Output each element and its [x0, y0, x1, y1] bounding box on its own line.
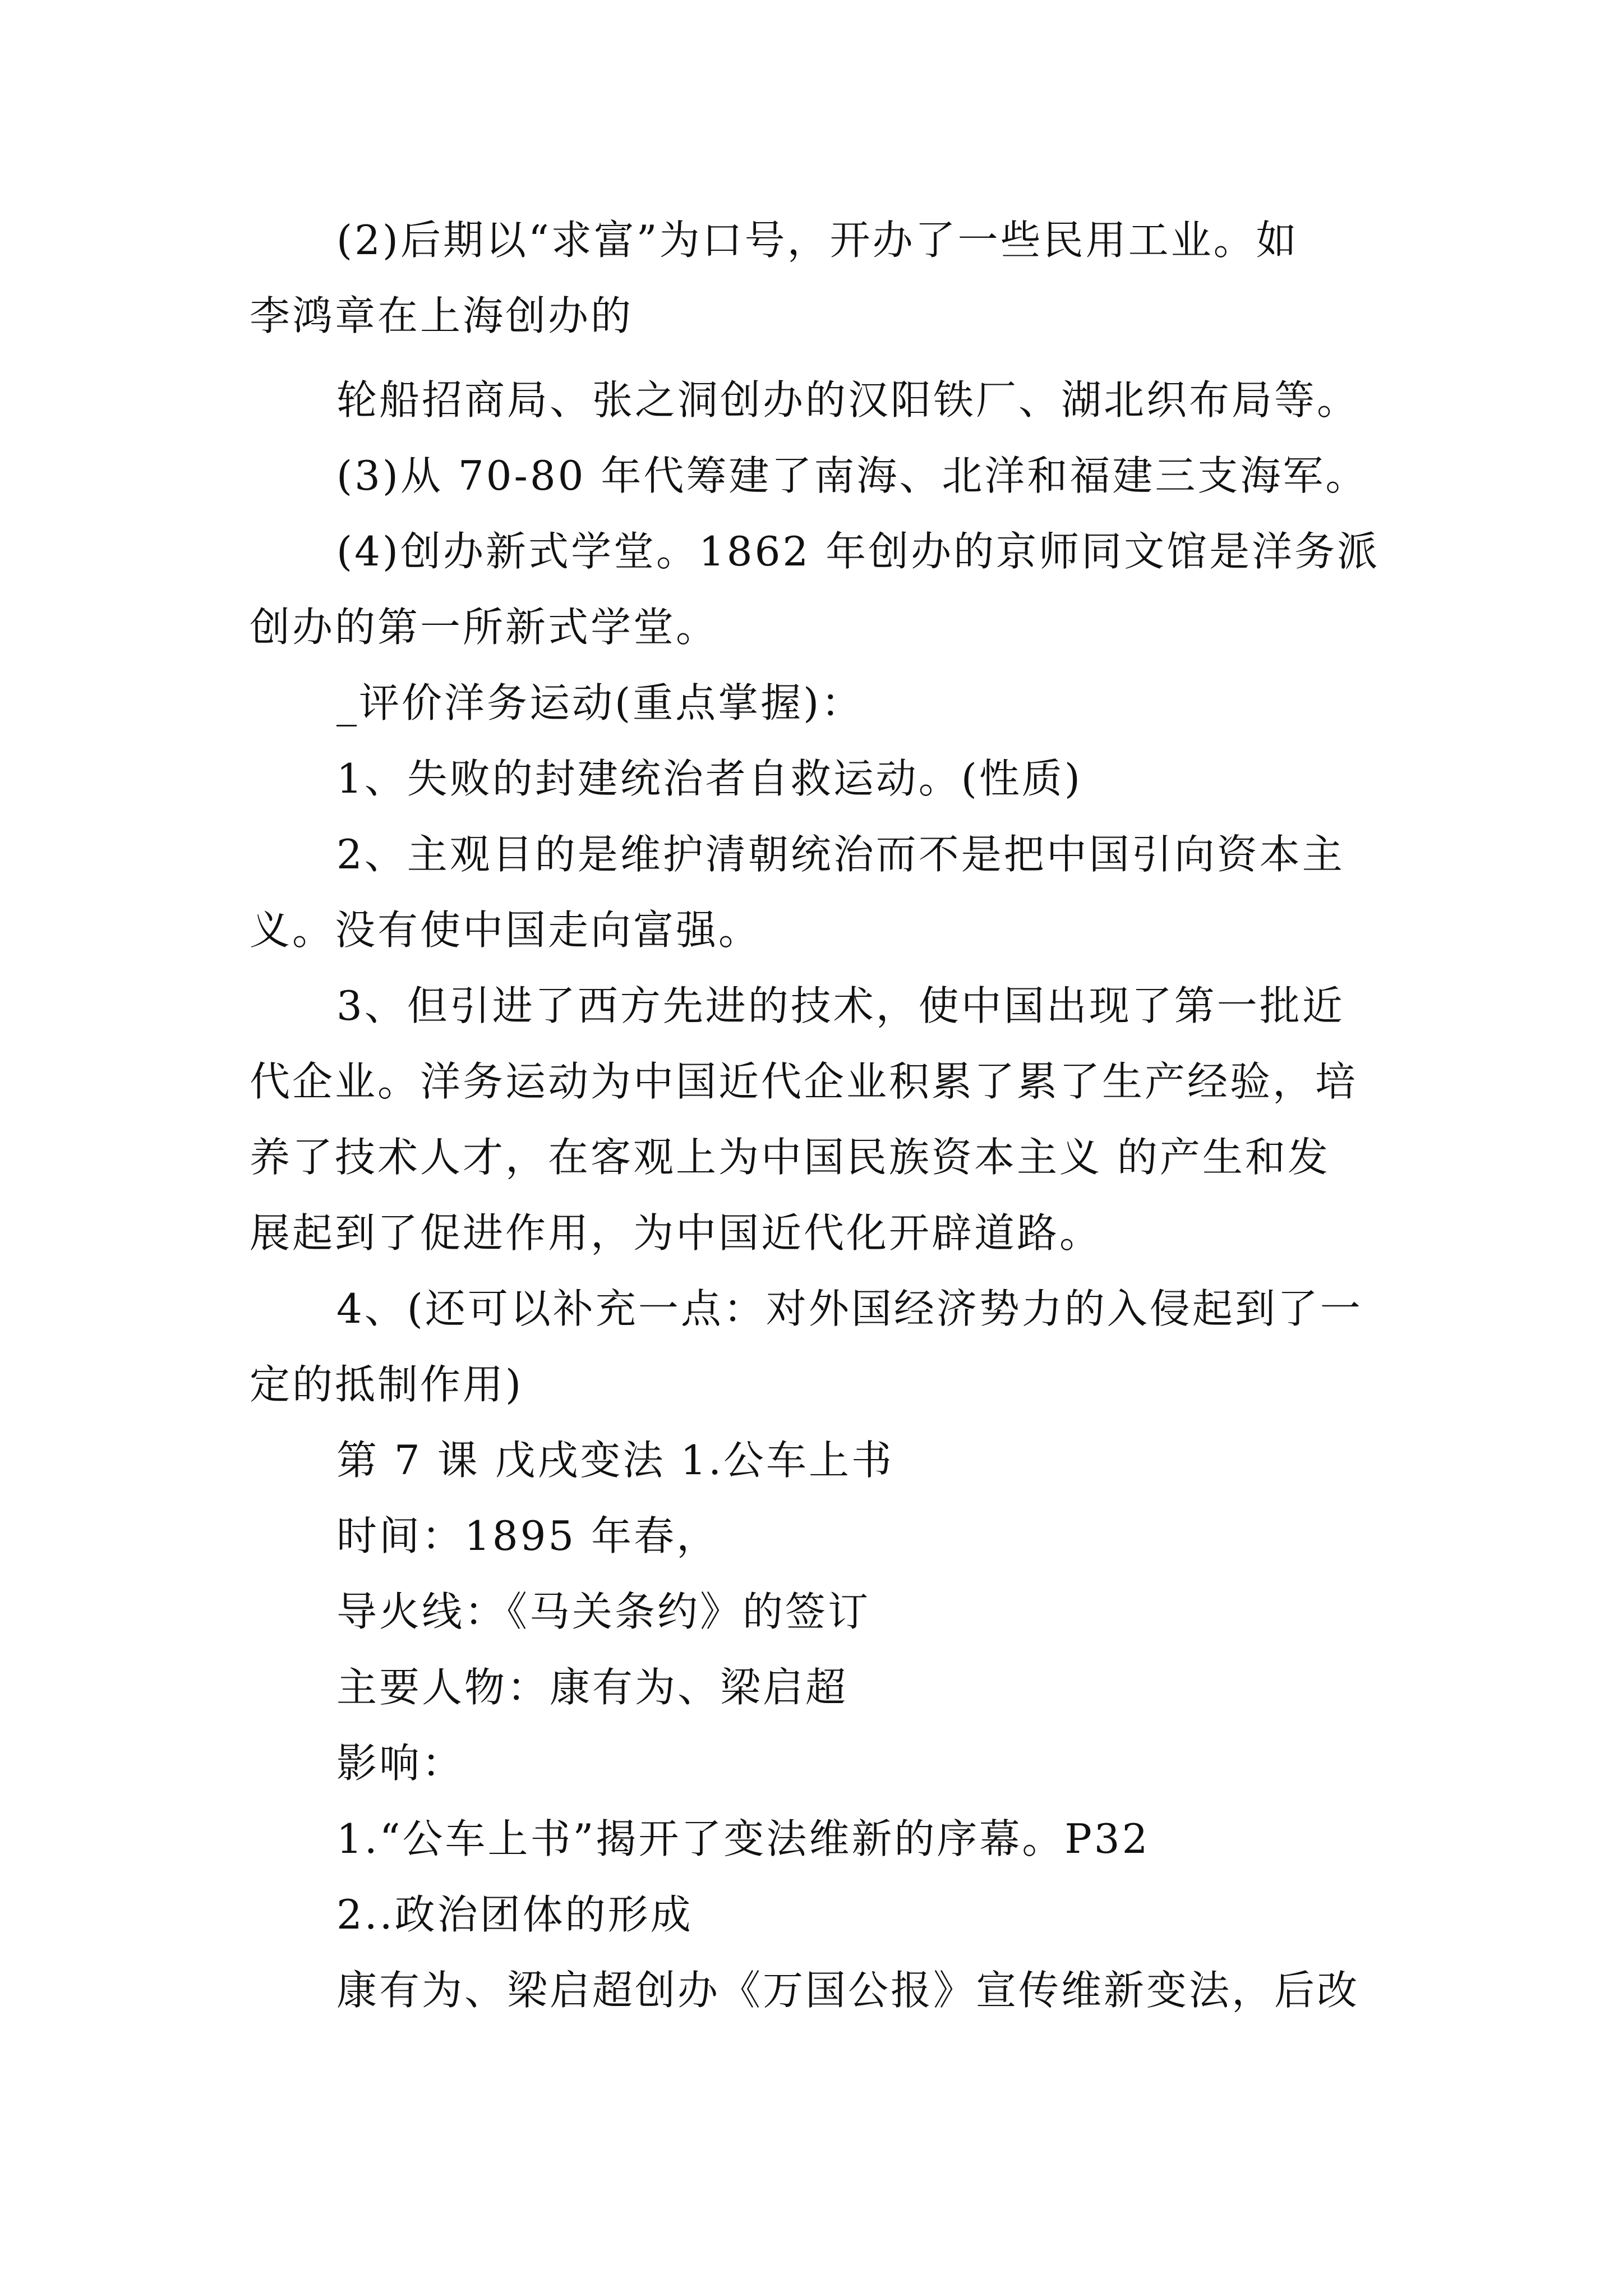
text-line: 义。没有使中国走向富强。: [250, 907, 762, 954]
text-line: 定的抵制作用): [250, 1361, 524, 1408]
text-line: 第 7 课 戊戌变法 1.公车上书: [336, 1437, 895, 1484]
text-line: 主要人物：康有为、梁启超: [336, 1664, 849, 1711]
text-line: 2、主观目的是维护清朝统治而不是把中国引向资本主: [336, 831, 1345, 878]
text-line: 2..政治团体的形成: [336, 1891, 693, 1938]
text-line: _评价洋务运动(重点掌握)：: [336, 679, 864, 726]
text-line: 4、(还可以补充一点：对外国经济势力的入侵起到了一: [336, 1285, 1363, 1332]
text-line: 3、但引进了西方先进的技术，使中国出现了第一批近: [336, 982, 1345, 1029]
text-line: 导火线：《马关条约》的签订: [336, 1588, 871, 1635]
text-line: 1.“公车上书”揭开了变法维新的序幕。P32: [336, 1815, 1150, 1862]
text-line: 养了技术人才，在客观上为中国民族资本主义 的产生和发: [250, 1134, 1330, 1181]
text-line: 代企业。洋务运动为中国近代企业积累了累了生产经验，培: [250, 1058, 1358, 1105]
text-line: 展起到了促进作用，为中国近代化开辟道路。: [250, 1209, 1103, 1257]
text-line: 时间：1895 年春，: [336, 1512, 720, 1559]
text-line: 1、失败的封建统治者自救运动。(性质): [336, 755, 1082, 802]
text-line: 李鸿章在上海创办的: [250, 292, 634, 339]
text-line: (2)后期以“求富”为口号，开办了一些民用工业。如: [336, 217, 1299, 264]
text-line: 轮船招商局、张之洞创办的汉阳铁厂、湖北织布局等。: [336, 376, 1360, 424]
text-line: (4)创办新式学堂。1862 年创办的京师同文馆是洋务派: [336, 528, 1380, 575]
text-line: 影响：: [336, 1740, 465, 1787]
text-line: 创办的第一所新式学堂。: [250, 604, 719, 651]
text-line: 康有为、梁启超创办《万国公报》宣传维新变法，后改: [336, 1967, 1360, 2014]
text-line: (3)从 70-80 年代筹建了南海、北洋和福建三支海军。: [336, 452, 1368, 499]
